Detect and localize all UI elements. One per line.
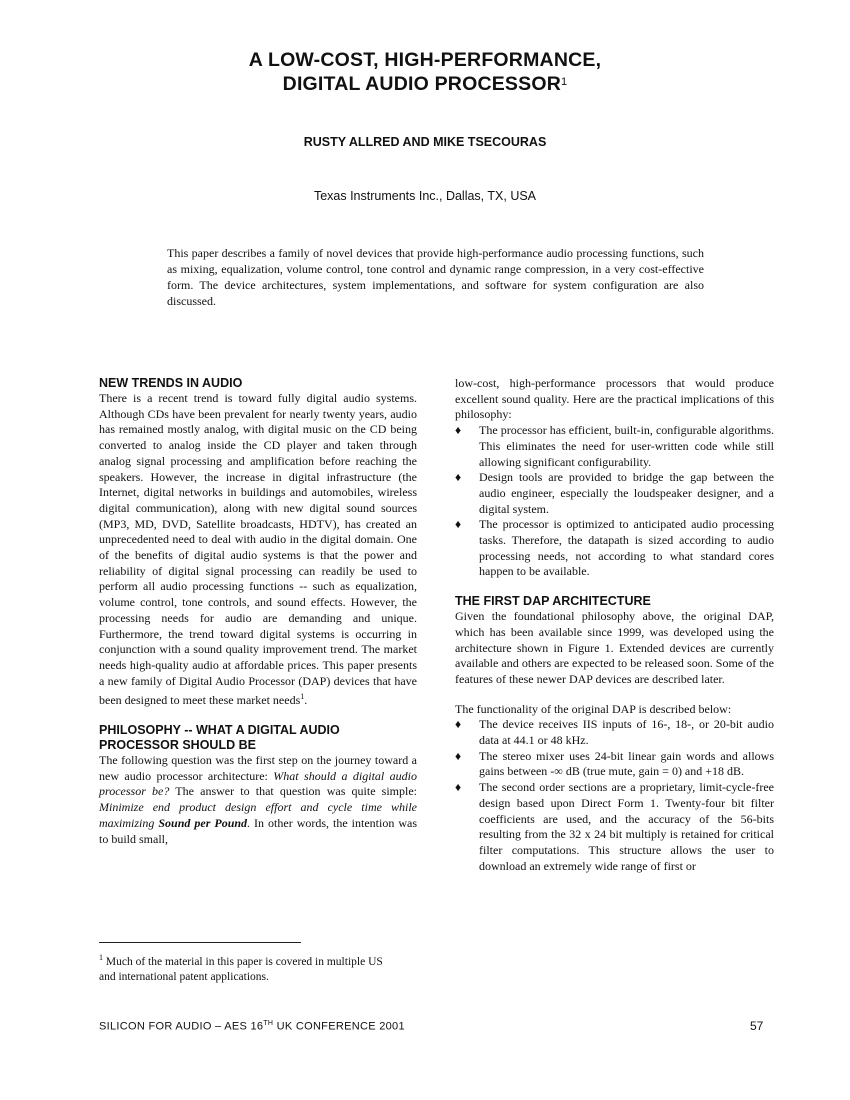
title-footnote-mark: 1 [561,76,568,88]
bullet-text: The stereo mixer uses 24-bit linear gain words and allows gains between -∞ dB (true mute, gain = 0) and +18 dB. [479,748,774,779]
list-item [455,423,774,470]
footer-superscript: TH [263,1020,274,1027]
left-column [99,376,417,847]
section-heading-philosophy [99,723,417,753]
footer-text-before: SILICON FOR AUDIO – AES 16 [99,1020,264,1033]
right-column [455,376,774,874]
dap-paragraph-1: Given the foundational philosophy above, the original DAP, which has been available since 1999, was developed using the architecture shown in Figure 1. Extended devices are currently available and others are expected to be released soon. Some of the features of these newer DAP devices are described later. [455,609,774,686]
list-item [455,749,774,780]
section-heading-dap: THE FIRST DAP ARCHITECTURE [455,594,651,609]
philosophy-text-2: The answer to that question was quite simple: [169,784,418,799]
trends-footnote-mark: 1 [300,692,305,702]
philosophy-text-1: The following question was the first step on the journey toward a new audio processor architecture: [99,753,417,783]
dap-paragraph-2: The functionality of the original DAP is described below: [455,701,732,716]
bullet-icon: ♦ [455,748,462,763]
bullet-icon: ♦ [455,470,462,485]
list-item [455,517,774,580]
trends-end-punct: . [304,693,308,708]
bullet-icon: ♦ [455,423,462,438]
philosophy-paragraph [99,753,417,847]
footer-text-after: UK CONFERENCE 2001 [273,1020,405,1033]
footnote-rule [99,942,301,943]
list-item [455,780,774,874]
bullet-text: The processor is optimized to anticipated audio processing tasks. Therefore, the datapath is sized according to audio processing needs, not according to what standard cores happen to be available. [479,517,774,579]
bullet-text: The device receives IIS inputs of 16-, 18-, or 20-bit audio data at 44.1 or 48 kHz. [479,717,774,748]
philosophy-continued: low-cost, high-performance processors that would produce excellent sound quality. Here are the practical implications of this philosophy: [455,376,774,422]
philosophy-italic-1: What should a digital audio processor be? [99,768,417,799]
trends-paragraph [99,391,417,709]
philosophy-text-3: . In other words, the intention was to build small, [99,815,418,846]
bullet-icon: ♦ [455,717,462,732]
bullet-text: The processor has efficient, built-in, configurable algorithms. This eliminates the need for user-written code while still allowing significant configurability. [479,423,774,469]
dap-bullet-list [455,717,774,874]
trends-body: There is a recent trend is toward fully digital audio systems. Although CDs have been prevalent for nearly twenty years, audio has remained mostly analog, with digital music on the CD being converted to analog inside the CD player and taken through analog signal processing and amplification before reaching the speakers. However, the increase in digital infrastructure (the Internet, digital networks in buildings and automobiles, wireless digital communication), along with new digital sound sources (MP3, MD, DVD, Satellite broadcasts, HDTV), has created an unprecedented need to deal with audio in the digital domain. One of the benefits of digital audio systems is that the power and reliability of digital signal processing can readily be used to perform all audio processing functions -- such as equalization, volume control, tone controls, and sound effects. However, the processing needs for audio are demanding and unique. Furthermore, the trend toward digital systems is occurring in conjunction with a sound quality improvement trend. The market needs high-quality audio at affordable prices. This paper presents a new family of Digital Audio Processor (DAP) devices that have been designed to meet these market needs [99,391,417,708]
footnote [99,950,389,985]
page-footer [99,1020,405,1033]
page-number: 57 [750,1019,764,1033]
philosophy-bold-italic: Sound per Pound [158,815,248,830]
philosophy-italic-2: Minimize end product design effort and cycle time while maximizing [99,800,417,830]
paper-title [0,48,850,96]
abstract: This paper describes a family of novel devices that provide high-performance audio processing functions, such as mixing, equalization, volume control, tone control and dynamic range compression, in a very cost-effective form. The device architectures, system implementations, and software for system configuration are also discussed. [167,246,704,308]
title-line-2-text: DIGITAL AUDIO PROCESSOR [282,73,561,95]
footnote-text: Much of the material in this paper is covered in multiple US and international patent applications. [99,955,383,983]
bullet-icon: ♦ [455,780,462,795]
bullet-text: The second order sections are a proprietary, limit-cycle-free design based upon Direct Form 1. Twenty-four bit filter coefficients are used, and the accuracy of the 56-bits resulting from the 32 x 24 bit multiply is retained for critical filter computations. This structure allows the user to download an extremely wide range of first or [479,780,774,873]
list-item [455,470,774,517]
philosophy-heading-line-2: PROCESSOR SHOULD BE [99,738,256,753]
title-line-2 [0,72,850,96]
footnote-mark: 1 [99,953,103,962]
affiliation: Texas Instruments Inc., Dallas, TX, USA [313,189,537,203]
authors: RUSTY ALLRED AND MIKE TSECOURAS [303,135,547,149]
philosophy-bullet-list [455,423,774,580]
philosophy-heading-line-1: PHILOSOPHY -- WHAT A DIGITAL AUDIO [99,723,340,738]
list-item [455,717,774,748]
title-line-1: A LOW-COST, HIGH-PERFORMANCE, [248,49,602,71]
bullet-text: Design tools are provided to bridge the gap between the audio engineer, especially the loudspeaker designer, and a digital system. [479,470,774,516]
section-heading-trends: NEW TRENDS IN AUDIO [99,376,243,390]
bullet-icon: ♦ [455,517,462,532]
